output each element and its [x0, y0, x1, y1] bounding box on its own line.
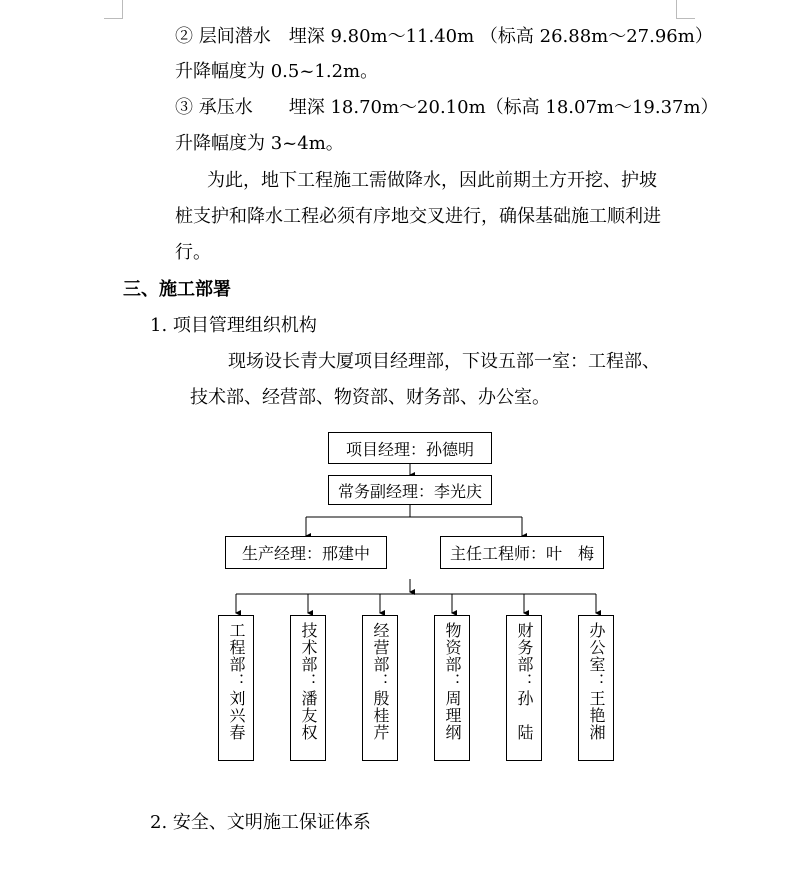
dept-label: 经营部：殷桂芹: [371, 622, 390, 741]
org-node-technical-dept: [290, 615, 326, 761]
org-node-finance-dept: [506, 615, 542, 761]
groundwater-line-3-range: 升降幅度为 3~4m。: [175, 133, 344, 154]
dept-label: 物资部：周理纲: [443, 622, 462, 741]
list-item-2: 2. 安全、文明施工保证体系: [150, 812, 371, 833]
groundwater-line-2-range: 升降幅度为 0.5~1.2m。: [175, 61, 379, 82]
org-description-line-2: 技术部、经营部、物资部、财务部、办公室。: [190, 387, 550, 408]
org-node-office: [578, 615, 614, 761]
list-item-1: 1. 项目管理组织机构: [150, 315, 317, 336]
org-node-chief-engineer: 主任工程师：叶 梅: [440, 536, 604, 569]
dewatering-paragraph-line-2: 桩支护和降水工程必须有序地交叉进行，确保基础施工顺利进: [175, 206, 661, 227]
org-node-materials-dept: [434, 615, 470, 761]
page-corner-mark-left: [104, 0, 123, 19]
dept-label: 技术部：潘友权: [299, 622, 318, 741]
page-corner-mark-right: [676, 0, 695, 19]
org-node-engineering-dept: [218, 615, 254, 761]
org-node-project-manager: 项目经理：孙德明: [328, 432, 492, 464]
org-node-production-manager: 生产经理：邢建中: [225, 536, 387, 569]
org-description-line-1: 现场设长青大厦项目经理部，下设五部一室：工程部、: [228, 351, 660, 372]
groundwater-line-2: ② 层间潜水 埋深 9.80m～11.40m （标高 26.88m～27.96m）: [175, 26, 713, 47]
org-node-business-dept: [362, 615, 398, 761]
section-heading: 三、施工部署: [123, 279, 231, 300]
dewatering-paragraph-line-3: 行。: [175, 242, 211, 263]
dept-label: 办公室：王艳湘: [587, 622, 606, 741]
groundwater-line-3: ③ 承压水 埋深 18.70m～20.10m（标高 18.07m～19.37m）: [175, 97, 719, 118]
org-node-deputy-manager: 常务副经理：李光庆: [328, 475, 492, 505]
dept-label: 工程部：刘兴春: [227, 622, 246, 741]
dewatering-paragraph-line-1: 为此，地下工程施工需做降水，因此前期土方开挖、护坡: [207, 170, 657, 191]
dept-label: 财务部：孙 陆: [515, 622, 534, 741]
